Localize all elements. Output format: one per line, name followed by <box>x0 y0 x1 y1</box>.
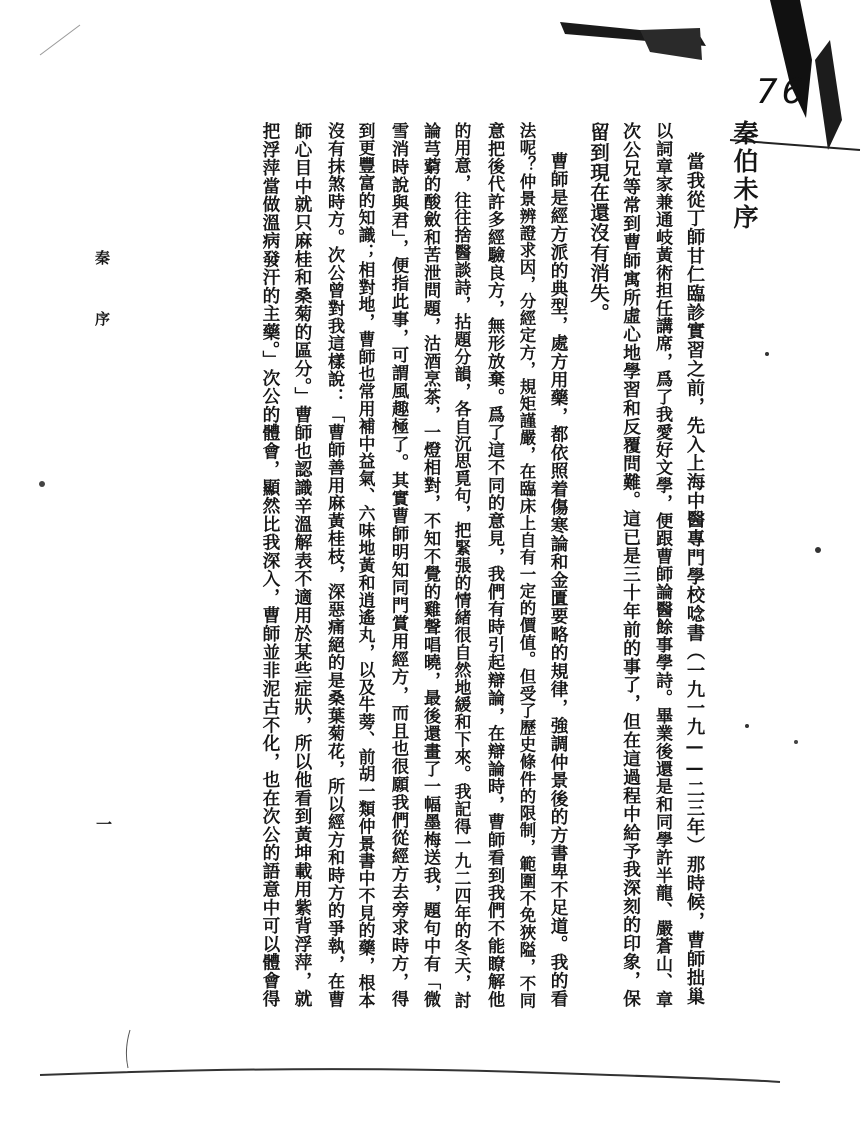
text-column: 留到現在還沒有消失。 <box>587 122 610 323</box>
text-column: 論芎藭的酸斂和苦泄問題，沽酒烹茶，一燈相對，不知不覺的雞聲唱曉，最後還畫了一幅墨梅送我，題句中有「微 <box>420 122 440 1008</box>
running-footer: 秦 序 <box>93 250 111 340</box>
text-column: 的用意，往往捨醫談詩，拈題分韻，各自沉思覓句，把緊張的情緒很自然地緩和下來。我記得一九二四年的冬天，討 <box>452 122 472 1009</box>
text-column: 次公兄等常到曹師寓所虛心地學習和反覆問難。這已是三十年前的事了，但在這過程中給予我深刻的印象，保 <box>620 122 641 1008</box>
text-column: 以詞章家兼通岐黃術担任講席，爲了我愛好文學，便跟曹師論醫餘事學詩。畢業後還是和同學許半龍、嚴蒼山、章 <box>652 122 672 1008</box>
text-column: 曹師是經方派的典型，處方用藥，都依照着傷寒論和金匱要略的規律，強調仲景後的方書卑不足道。我的看 <box>548 152 569 1008</box>
text-column: 當我從丁師甘仁臨診實習之前，先入上海中醫專門學校唸書（一九一九——二三年）那時候，曹師拙巢 <box>684 152 705 1006</box>
text-column: 沒有抹煞時方。次公曾對我這樣說：「曹師善用麻黃桂枝，深惡痛絕的是桑葉菊花，所以經方和時方的爭執，在曹 <box>324 122 344 1008</box>
handwritten-annotation: 76 <box>756 72 808 112</box>
text-column: 到更豐富的知識；相對地，曹師也常用補中益氣、六味地黃和逍遙丸，以及牛蒡、前胡一類仲景書中不見的藥，根本 <box>356 122 376 1009</box>
text-column: 把浮萍當做溫病發汗的主藥。」次公的體會，顯然比我深入，曹師並非泥古不化，也在次公的語意中可以體會得 <box>260 122 281 1008</box>
preface-title: 秦伯未序 <box>730 120 759 232</box>
text-column: 雪消時說與君」，便指此事，可謂風趣極了。其實曹師明知同門賞用經方，而且也很願我們從經方去旁求時方，得 <box>388 122 408 1008</box>
text-column: 師心目中就只麻桂和桑菊的區分。」曹師也認識辛溫解表不適用於某些症狀，所以他看到黃坤載用紫背浮萍，就 <box>292 122 313 1008</box>
text-column: 法呢？仲景辨證求因，分經定方，規矩謹嚴，在臨床上自有一定的價值。但受了歷史條件的限制，範圍不免狹隘，不同 <box>517 122 536 1010</box>
text-column: 意把後代許多經驗良方，無形放棄。爲了這不同的意見，我們有時引起辯論，在辯論時，曹師看到我們不能瞭解他 <box>484 122 504 1008</box>
page-number: 一 <box>96 815 113 834</box>
